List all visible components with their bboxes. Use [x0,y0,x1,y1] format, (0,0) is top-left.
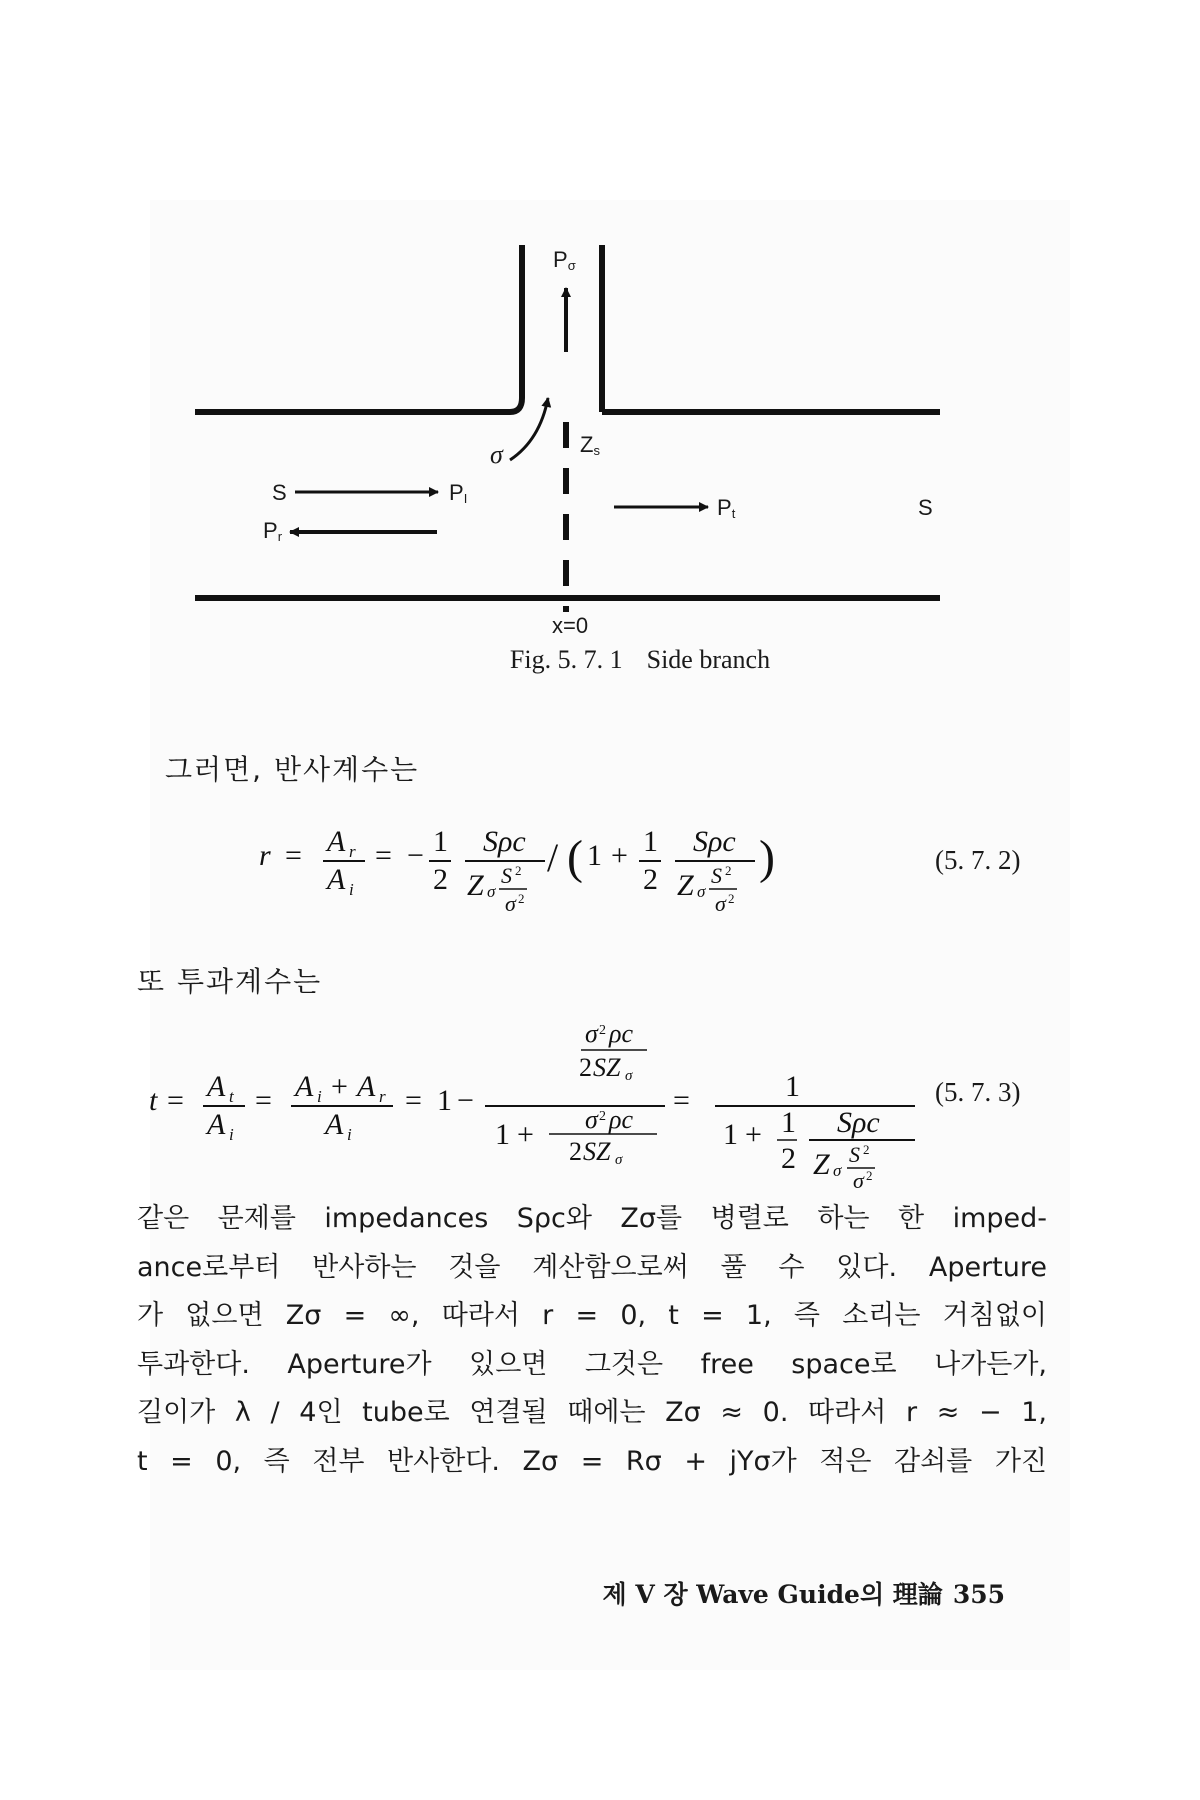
svg-text:Sρc: Sρc [693,825,736,858]
svg-text:σ: σ [487,882,496,901]
transmission-intro: 또 투과계수는 [137,965,323,998]
svg-text:+: + [745,1118,762,1151]
svg-text:2: 2 [863,1142,870,1157]
svg-text:=: = [285,839,302,872]
svg-text:i: i [229,1125,234,1144]
svg-text:σ: σ [625,1068,633,1084]
svg-text:): ) [759,831,775,884]
svg-text:r: r [349,842,356,861]
figure-number: Fig. 5. 7. 1 [509,645,623,674]
svg-text:A: A [207,1070,226,1103]
svg-text:1: 1 [433,825,448,858]
svg-text:1: 1 [495,1118,510,1151]
page-footer [593,1575,1006,1611]
svg-text:i: i [349,880,354,899]
label-z-s: $Z_s$ [580,432,600,458]
equation-5-7-2-number: (5. 7. 2) [935,845,1021,875]
svg-text:1: 1 [587,839,602,872]
label-x-zero: x=0 [552,613,589,638]
svg-text:t: t [149,1084,158,1117]
svg-text:i: i [317,1087,322,1106]
svg-text:i: i [347,1125,352,1144]
svg-text:1: 1 [781,1106,796,1139]
side-branch-figure [0,0,1200,700]
svg-text:σ: σ [585,1022,598,1048]
figure-caption [0,645,1200,675]
label-p-i: $P_I$ [449,480,468,506]
svg-text:−: − [407,839,424,872]
svg-text:1: 1 [643,825,658,858]
svg-text:Sρc: Sρc [483,825,526,858]
svg-text:2: 2 [866,1168,873,1183]
svg-text:S: S [849,1142,860,1167]
svg-text:2: 2 [781,1142,796,1175]
svg-text:2: 2 [728,891,735,906]
svg-text:S: S [711,863,722,888]
svg-text:ρc: ρc [609,1105,634,1134]
svg-text:σ: σ [833,1161,842,1180]
figure-title: Side branch [646,645,771,674]
paragraph-line: 가 없으면 Zσ = ∞, 따라서 r = 0, t = 1, 즉 소리는 거침없이 [137,1300,1047,1331]
svg-text:/: / [547,835,559,880]
paragraph-line: 같은 문제를 impedances Sρc와 Zσ를 병렬로 하는 한 imped- [137,1203,1047,1234]
label-p-t: $P_t$ [717,495,736,521]
svg-text:σ: σ [585,1105,598,1134]
svg-text:A: A [357,1070,376,1103]
svg-text:2: 2 [433,863,448,896]
paragraph-line: 길이가 λ / 4인 tube로 연결될 때에는 Zσ ≈ 0. 따라서 r ≈ − 1, [137,1397,1047,1428]
svg-text:Z: Z [677,869,694,902]
label-s-left: S [272,480,287,505]
svg-text:A: A [327,825,346,858]
svg-text:1: 1 [437,1084,452,1117]
equation-5-7-3-number: (5. 7. 3) [935,1077,1021,1107]
svg-text:A: A [327,863,346,896]
svg-text:=: = [375,839,392,872]
svg-text:t: t [229,1087,234,1106]
svg-text:2: 2 [569,1137,582,1166]
equation-5-7-2 [255,815,855,925]
svg-text:A: A [207,1108,226,1141]
svg-text:Z: Z [813,1148,830,1181]
svg-text:2: 2 [579,1053,592,1082]
svg-text:SZ: SZ [593,1053,621,1082]
label-p-r: $P_r$ [263,518,283,544]
svg-text:σ: σ [615,1152,623,1168]
svg-text:Sρc: Sρc [837,1106,880,1139]
svg-text:r: r [259,839,271,872]
body-paragraph [137,1195,1047,1486]
svg-text:2: 2 [599,1023,606,1038]
svg-text:r: r [379,1087,386,1106]
svg-text:S: S [501,863,512,888]
svg-text:(: ( [567,831,583,884]
running-footer-chapter: 제 V 장 Wave Guide의 理論 [602,1580,943,1609]
svg-text:σ: σ [505,891,516,916]
svg-text:+: + [611,839,628,872]
svg-text:2: 2 [515,863,522,878]
svg-text:1: 1 [723,1118,738,1151]
svg-text:1: 1 [785,1070,800,1103]
svg-text:=: = [255,1084,272,1117]
svg-text:σ: σ [715,891,726,916]
svg-text:−: − [457,1084,474,1117]
label-p-sigma: $P_\sigma$ [553,247,576,273]
svg-text:2: 2 [599,1109,606,1124]
label-sigma: σ [490,440,503,469]
svg-text:2: 2 [725,863,732,878]
paragraph-line: t = 0, 즉 전부 반사한다. Zσ = Rσ + jYσ가 적은 감쇠를 가진 [137,1445,1047,1477]
svg-text:+: + [331,1070,348,1103]
svg-text:Z: Z [467,869,484,902]
svg-text:=: = [167,1084,184,1117]
paragraph-line: ance로부터 반사하는 것을 계산함으로써 풀 수 있다. Aperture [137,1251,1047,1283]
svg-text:=: = [405,1084,422,1117]
svg-text:A: A [325,1108,344,1141]
svg-text:σ: σ [697,882,706,901]
branch-corner-left [510,398,522,412]
svg-text:2: 2 [643,863,658,896]
reflection-intro: 그러면, 반사계수는 [165,753,420,786]
svg-text:=: = [673,1084,690,1117]
svg-text:ρc: ρc [609,1022,634,1048]
equation-5-7-3 [145,1022,945,1192]
page-number: 355 [952,1580,1005,1609]
svg-text:A: A [295,1070,314,1103]
svg-text:SZ: SZ [583,1137,611,1166]
svg-text:σ: σ [853,1168,864,1192]
svg-text:+: + [517,1118,534,1151]
label-s-right: S [918,495,933,520]
paragraph-line: 투과한다. Aperture가 있으면 그것은 free space로 나가든가, [137,1348,1047,1380]
svg-text:2: 2 [518,891,525,906]
